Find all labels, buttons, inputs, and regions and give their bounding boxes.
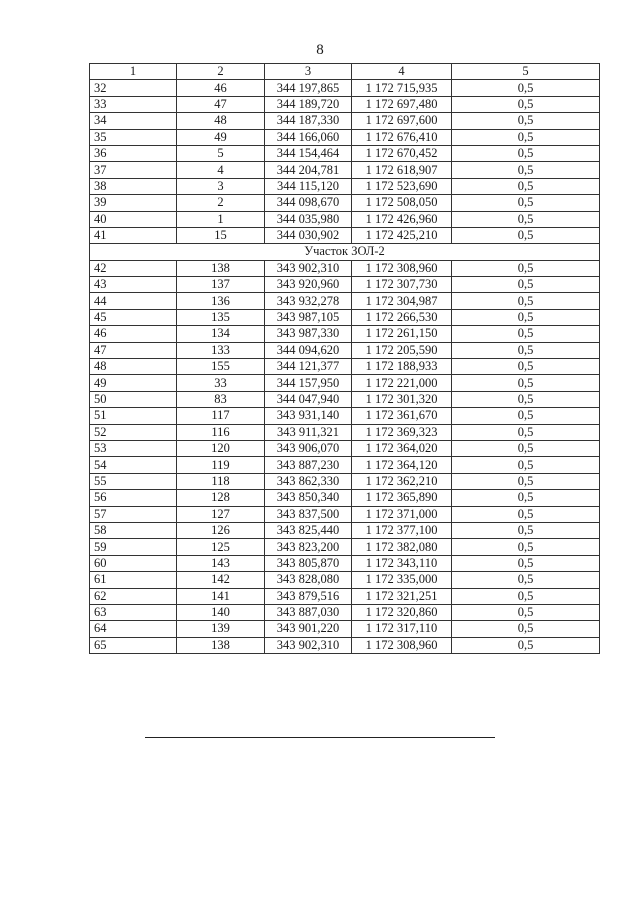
point-number-cell: 46 — [177, 80, 265, 96]
table-header-row — [90, 64, 600, 80]
table-row — [90, 227, 600, 243]
y-coordinate-cell: 1 172 697,600 — [352, 113, 452, 129]
x-coordinate-cell: 343 862,330 — [265, 473, 352, 489]
y-coordinate-cell: 1 172 304,987 — [352, 293, 452, 309]
point-number-cell: 128 — [177, 490, 265, 506]
row-number-cell: 53 — [90, 440, 177, 456]
row-number-cell: 65 — [90, 637, 177, 653]
row-number-cell: 41 — [90, 227, 177, 243]
point-number-cell: 33 — [177, 375, 265, 391]
table-row — [90, 588, 600, 604]
section-title: Участок ЗОЛ-2 — [90, 244, 600, 260]
row-number-cell: 46 — [90, 326, 177, 342]
point-number-cell: 49 — [177, 129, 265, 145]
y-coordinate-cell: 1 172 508,050 — [352, 195, 452, 211]
table-row — [90, 440, 600, 456]
table-row — [90, 162, 600, 178]
row-number-cell: 49 — [90, 375, 177, 391]
point-number-cell: 125 — [177, 539, 265, 555]
accuracy-cell: 0,5 — [452, 375, 600, 391]
x-coordinate-cell: 343 931,140 — [265, 408, 352, 424]
x-coordinate-cell: 344 157,950 — [265, 375, 352, 391]
y-coordinate-cell: 1 172 426,960 — [352, 211, 452, 227]
accuracy-cell: 0,5 — [452, 293, 600, 309]
point-number-cell: 126 — [177, 522, 265, 538]
point-number-cell: 83 — [177, 391, 265, 407]
y-coordinate-cell: 4 — [352, 64, 452, 80]
row-number-cell: 40 — [90, 211, 177, 227]
y-coordinate-cell: 1 172 343,110 — [352, 555, 452, 571]
accuracy-cell: 0,5 — [452, 359, 600, 375]
accuracy-cell: 0,5 — [452, 408, 600, 424]
point-number-cell: 48 — [177, 113, 265, 129]
table-row — [90, 490, 600, 506]
x-coordinate-cell: 343 887,030 — [265, 604, 352, 620]
y-coordinate-cell: 1 172 221,000 — [352, 375, 452, 391]
y-coordinate-cell: 1 172 715,935 — [352, 80, 452, 96]
y-coordinate-cell: 1 172 425,210 — [352, 227, 452, 243]
point-number-cell: 133 — [177, 342, 265, 358]
x-coordinate-cell: 344 187,330 — [265, 113, 352, 129]
accuracy-cell: 0,5 — [452, 506, 600, 522]
accuracy-cell: 0,5 — [452, 490, 600, 506]
point-number-cell: 47 — [177, 96, 265, 112]
accuracy-cell: 5 — [452, 64, 600, 80]
accuracy-cell: 0,5 — [452, 588, 600, 604]
coordinates-table — [89, 63, 600, 654]
point-number-cell: 140 — [177, 604, 265, 620]
y-coordinate-cell: 1 172 697,480 — [352, 96, 452, 112]
table-row — [90, 260, 600, 276]
table-row — [90, 195, 600, 211]
table-row — [90, 522, 600, 538]
y-coordinate-cell: 1 172 308,960 — [352, 637, 452, 653]
x-coordinate-cell: 343 987,105 — [265, 309, 352, 325]
point-number-cell: 2 — [177, 195, 265, 211]
x-coordinate-cell: 344 094,620 — [265, 342, 352, 358]
point-number-cell: 116 — [177, 424, 265, 440]
table-row — [90, 539, 600, 555]
accuracy-cell: 0,5 — [452, 326, 600, 342]
accuracy-cell: 0,5 — [452, 113, 600, 129]
table-row — [90, 96, 600, 112]
accuracy-cell: 0,5 — [452, 637, 600, 653]
accuracy-cell: 0,5 — [452, 391, 600, 407]
accuracy-cell: 0,5 — [452, 539, 600, 555]
y-coordinate-cell: 1 172 320,860 — [352, 604, 452, 620]
table-row — [90, 473, 600, 489]
accuracy-cell: 0,5 — [452, 604, 600, 620]
accuracy-cell: 0,5 — [452, 96, 600, 112]
table-row — [90, 309, 600, 325]
y-coordinate-cell: 1 172 365,890 — [352, 490, 452, 506]
accuracy-cell: 0,5 — [452, 260, 600, 276]
accuracy-cell: 0,5 — [452, 522, 600, 538]
row-number-cell: 54 — [90, 457, 177, 473]
x-coordinate-cell: 343 825,440 — [265, 522, 352, 538]
point-number-cell: 134 — [177, 326, 265, 342]
signature-line — [145, 737, 495, 738]
x-coordinate-cell: 344 166,060 — [265, 129, 352, 145]
y-coordinate-cell: 1 172 670,452 — [352, 145, 452, 161]
row-number-cell: 59 — [90, 539, 177, 555]
point-number-cell: 136 — [177, 293, 265, 309]
row-number-cell: 62 — [90, 588, 177, 604]
table-row — [90, 80, 600, 96]
row-number-cell: 39 — [90, 195, 177, 211]
accuracy-cell: 0,5 — [452, 621, 600, 637]
row-number-cell: 51 — [90, 408, 177, 424]
table-row — [90, 129, 600, 145]
table-row — [90, 555, 600, 571]
point-number-cell: 4 — [177, 162, 265, 178]
y-coordinate-cell: 1 172 362,210 — [352, 473, 452, 489]
row-number-cell: 60 — [90, 555, 177, 571]
x-coordinate-cell: 343 837,500 — [265, 506, 352, 522]
x-coordinate-cell: 343 850,340 — [265, 490, 352, 506]
accuracy-cell: 0,5 — [452, 277, 600, 293]
x-coordinate-cell: 343 805,870 — [265, 555, 352, 571]
y-coordinate-cell: 1 172 618,907 — [352, 162, 452, 178]
table-row — [90, 375, 600, 391]
x-coordinate-cell: 343 911,321 — [265, 424, 352, 440]
accuracy-cell: 0,5 — [452, 145, 600, 161]
x-coordinate-cell: 344 121,377 — [265, 359, 352, 375]
row-number-cell: 32 — [90, 80, 177, 96]
table-row — [90, 113, 600, 129]
y-coordinate-cell: 1 172 335,000 — [352, 572, 452, 588]
accuracy-cell: 0,5 — [452, 342, 600, 358]
row-number-cell: 52 — [90, 424, 177, 440]
x-coordinate-cell: 344 098,670 — [265, 195, 352, 211]
x-coordinate-cell: 344 154,464 — [265, 145, 352, 161]
point-number-cell: 3 — [177, 178, 265, 194]
y-coordinate-cell: 1 172 369,323 — [352, 424, 452, 440]
point-number-cell: 15 — [177, 227, 265, 243]
y-coordinate-cell: 1 172 377,100 — [352, 522, 452, 538]
accuracy-cell: 0,5 — [452, 473, 600, 489]
row-number-cell: 36 — [90, 145, 177, 161]
x-coordinate-cell: 343 906,070 — [265, 440, 352, 456]
row-number-cell: 35 — [90, 129, 177, 145]
row-number-cell: 1 — [90, 64, 177, 80]
point-number-cell: 118 — [177, 473, 265, 489]
y-coordinate-cell: 1 172 317,110 — [352, 621, 452, 637]
row-number-cell: 34 — [90, 113, 177, 129]
table-row — [90, 506, 600, 522]
x-coordinate-cell: 344 047,940 — [265, 391, 352, 407]
row-number-cell: 38 — [90, 178, 177, 194]
accuracy-cell: 0,5 — [452, 457, 600, 473]
row-number-cell: 57 — [90, 506, 177, 522]
point-number-cell: 155 — [177, 359, 265, 375]
table-row — [90, 424, 600, 440]
y-coordinate-cell: 1 172 523,690 — [352, 178, 452, 194]
y-coordinate-cell: 1 172 321,251 — [352, 588, 452, 604]
table-row — [90, 637, 600, 653]
x-coordinate-cell: 343 823,200 — [265, 539, 352, 555]
table-row — [90, 391, 600, 407]
table-row — [90, 342, 600, 358]
table-row — [90, 621, 600, 637]
x-coordinate-cell: 343 987,330 — [265, 326, 352, 342]
table-row — [90, 145, 600, 161]
row-number-cell: 56 — [90, 490, 177, 506]
x-coordinate-cell: 344 030,902 — [265, 227, 352, 243]
row-number-cell: 42 — [90, 260, 177, 276]
row-number-cell: 61 — [90, 572, 177, 588]
row-number-cell: 63 — [90, 604, 177, 620]
table-row — [90, 326, 600, 342]
y-coordinate-cell: 1 172 371,000 — [352, 506, 452, 522]
point-number-cell: 127 — [177, 506, 265, 522]
y-coordinate-cell: 1 172 307,730 — [352, 277, 452, 293]
x-coordinate-cell: 343 902,310 — [265, 260, 352, 276]
row-number-cell: 64 — [90, 621, 177, 637]
row-number-cell: 48 — [90, 359, 177, 375]
point-number-cell: 1 — [177, 211, 265, 227]
accuracy-cell: 0,5 — [452, 555, 600, 571]
point-number-cell: 2 — [177, 64, 265, 80]
x-coordinate-cell: 343 901,220 — [265, 621, 352, 637]
x-coordinate-cell: 343 887,230 — [265, 457, 352, 473]
table-row — [90, 572, 600, 588]
x-coordinate-cell: 344 189,720 — [265, 96, 352, 112]
accuracy-cell: 0,5 — [452, 211, 600, 227]
point-number-cell: 119 — [177, 457, 265, 473]
y-coordinate-cell: 1 172 308,960 — [352, 260, 452, 276]
x-coordinate-cell: 344 035,980 — [265, 211, 352, 227]
point-number-cell: 5 — [177, 145, 265, 161]
accuracy-cell: 0,5 — [452, 80, 600, 96]
table-row — [90, 293, 600, 309]
section-title-row — [90, 244, 600, 260]
table-row — [90, 178, 600, 194]
point-number-cell: 141 — [177, 588, 265, 604]
table-row — [90, 359, 600, 375]
y-coordinate-cell: 1 172 364,020 — [352, 440, 452, 456]
x-coordinate-cell: 343 920,960 — [265, 277, 352, 293]
x-coordinate-cell: 3 — [265, 64, 352, 80]
point-number-cell: 142 — [177, 572, 265, 588]
y-coordinate-cell: 1 172 382,080 — [352, 539, 452, 555]
point-number-cell: 117 — [177, 408, 265, 424]
point-number-cell: 137 — [177, 277, 265, 293]
y-coordinate-cell: 1 172 261,150 — [352, 326, 452, 342]
y-coordinate-cell: 1 172 364,120 — [352, 457, 452, 473]
accuracy-cell: 0,5 — [452, 227, 600, 243]
coordinates-table-body — [90, 64, 600, 654]
point-number-cell: 138 — [177, 637, 265, 653]
row-number-cell: 37 — [90, 162, 177, 178]
x-coordinate-cell: 344 115,120 — [265, 178, 352, 194]
point-number-cell: 139 — [177, 621, 265, 637]
y-coordinate-cell: 1 172 266,530 — [352, 309, 452, 325]
accuracy-cell: 0,5 — [452, 162, 600, 178]
row-number-cell: 33 — [90, 96, 177, 112]
row-number-cell: 45 — [90, 309, 177, 325]
table-row — [90, 457, 600, 473]
accuracy-cell: 0,5 — [452, 424, 600, 440]
page-number: 8 — [316, 42, 324, 58]
accuracy-cell: 0,5 — [452, 572, 600, 588]
point-number-cell: 138 — [177, 260, 265, 276]
x-coordinate-cell: 344 197,865 — [265, 80, 352, 96]
point-number-cell: 135 — [177, 309, 265, 325]
point-number-cell: 120 — [177, 440, 265, 456]
x-coordinate-cell: 343 932,278 — [265, 293, 352, 309]
y-coordinate-cell: 1 172 361,670 — [352, 408, 452, 424]
x-coordinate-cell: 343 879,516 — [265, 588, 352, 604]
accuracy-cell: 0,5 — [452, 195, 600, 211]
point-number-cell: 143 — [177, 555, 265, 571]
y-coordinate-cell: 1 172 676,410 — [352, 129, 452, 145]
table-row — [90, 277, 600, 293]
accuracy-cell: 0,5 — [452, 309, 600, 325]
y-coordinate-cell: 1 172 188,933 — [352, 359, 452, 375]
row-number-cell: 43 — [90, 277, 177, 293]
table-row — [90, 408, 600, 424]
y-coordinate-cell: 1 172 205,590 — [352, 342, 452, 358]
row-number-cell: 58 — [90, 522, 177, 538]
row-number-cell: 44 — [90, 293, 177, 309]
table-row — [90, 211, 600, 227]
accuracy-cell: 0,5 — [452, 178, 600, 194]
row-number-cell: 55 — [90, 473, 177, 489]
row-number-cell: 47 — [90, 342, 177, 358]
x-coordinate-cell: 343 828,080 — [265, 572, 352, 588]
row-number-cell: 50 — [90, 391, 177, 407]
table-row — [90, 604, 600, 620]
accuracy-cell: 0,5 — [452, 440, 600, 456]
x-coordinate-cell: 344 204,781 — [265, 162, 352, 178]
accuracy-cell: 0,5 — [452, 129, 600, 145]
x-coordinate-cell: 343 902,310 — [265, 637, 352, 653]
y-coordinate-cell: 1 172 301,320 — [352, 391, 452, 407]
